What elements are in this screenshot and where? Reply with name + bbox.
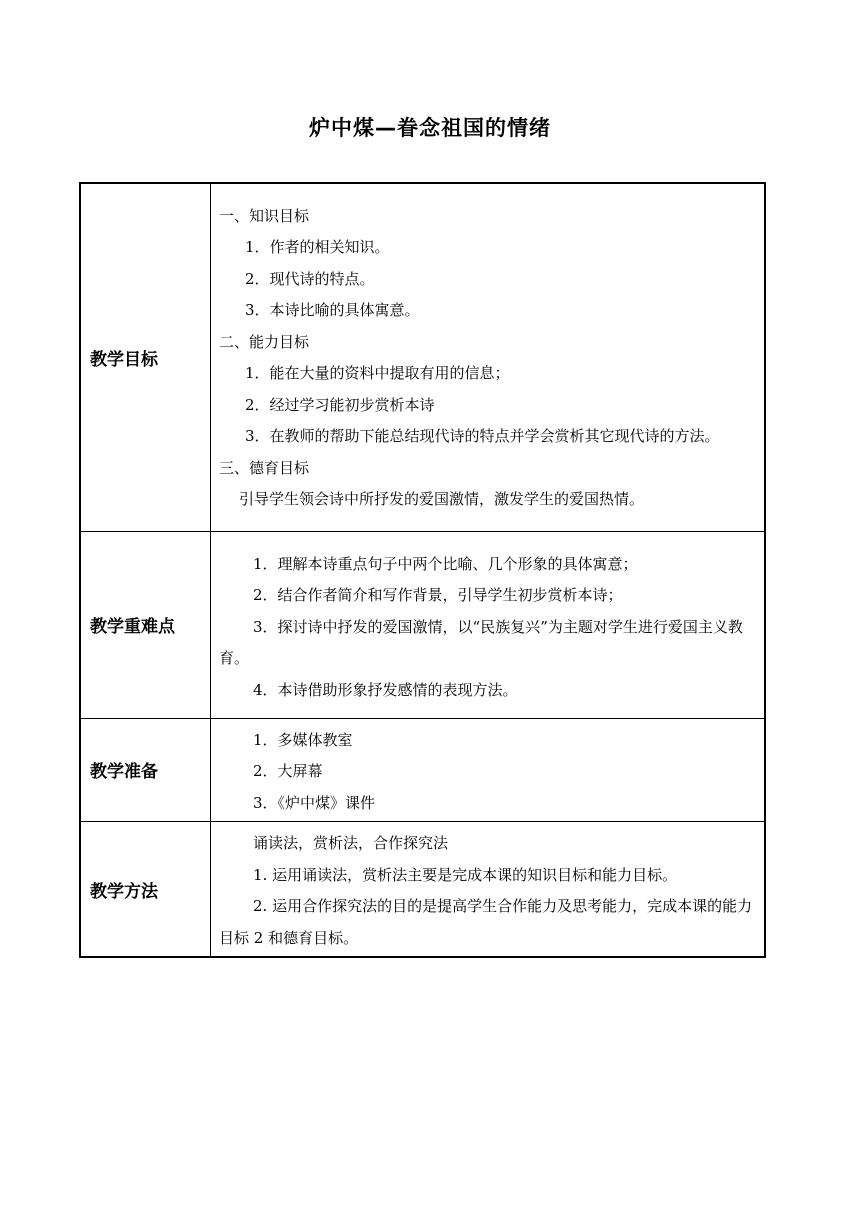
row-label-key-points: 教学重难点 [80,531,211,718]
table-row [80,183,765,531]
content-line: 诵读法，赏析法，合作探究法 [253,834,449,852]
content-line: 二、能力目标 [219,332,310,351]
content-line: 2. 运用合作探究法的目的是提高学生合作能力及思考能力，完成本课的能力目标 2 和德育目标。 [219,897,753,947]
content-line: 3．《炉中煤》课件 [253,793,376,812]
content-line: 1. 运用诵读法，赏析法主要是完成本课的知识目标和能力目标。 [253,865,678,884]
row-label-methods: 教学方法 [80,822,211,958]
content-line: 4．本诗借助形象抒发感情的表现方法。 [253,680,518,699]
row-label-teaching-goals: 教学目标 [80,183,211,531]
content-line: 3．探讨诗中抒发的爱国激情，以“民族复兴”为主题对学生进行爱国主义教育。 [219,617,743,668]
content-line: 3．本诗比喻的具体寓意。 [245,301,420,320]
document-title: 炉中煤—眷念祖国的情绪 [309,116,551,140]
row-content-key-points [211,531,766,718]
content-line: 2．现代诗的特点。 [245,269,375,288]
row-content-methods [211,822,766,958]
table-row [80,531,765,718]
content-line: 2．大屏幕 [253,762,323,780]
table-row [80,718,765,822]
content-line: 2．结合作者简介和写作背景，引导学生初步赏析本诗； [253,586,623,605]
content-line: 1．理解本诗重点句子中两个比喻、几个形象的具体寓意； [253,554,638,573]
content-line: 1．多媒体教室 [253,730,353,749]
row-label-preparation: 教学准备 [80,718,211,822]
content-line: 一、知识目标 [219,206,310,225]
content-line: 1．能在大量的资料中提取有用的信息； [245,364,510,383]
row-content-teaching-goals [211,183,766,531]
content-line: 三、德育目标 [219,458,310,477]
table-row [80,822,765,958]
content-line: 1．作者的相关知识。 [245,238,390,257]
content-line: 2．经过学习能初步赏析本诗 [245,395,435,414]
lesson-plan-table [79,182,766,958]
content-line: 引导学生领会诗中所抒发的爱国激情，激发学生的爱国热情。 [239,490,645,509]
content-line: 3．在教师的帮助下能总结现代诗的特点并学会赏析其它现代诗的方法。 [245,427,720,446]
row-content-preparation [211,718,766,822]
